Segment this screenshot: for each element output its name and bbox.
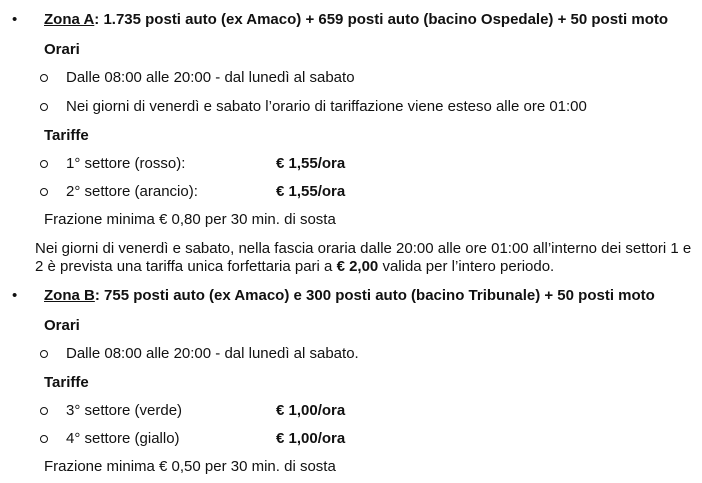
zona-b-orari-heading: Orari (44, 317, 80, 334)
zona-b-name: Zona B (44, 287, 95, 304)
zona-a-heading (44, 11, 668, 29)
zona-b-tariffe-heading: Tariffe (44, 374, 89, 391)
sub-bullet-circle (40, 103, 48, 111)
zona-b-tariffa-price-1: € 1,00/ora (276, 402, 346, 419)
zona-a-orari-heading: Orari (44, 41, 80, 58)
zona-a-frazione: Frazione minima € 0,80 per 30 min. di sosta (44, 211, 336, 228)
zona-a-note-price: € 2,00 (336, 258, 379, 275)
zona-b-description: : 755 posti auto (ex Amaco) e 300 posti auto (bacino Tribunale) + 50 posti moto (94, 287, 655, 304)
zona-a-note (35, 240, 697, 276)
zona-a-name: Zona A (44, 11, 95, 28)
zona-a-tariffa-price-2: € 1,55/ora (276, 183, 346, 200)
zona-b-heading (44, 287, 655, 305)
zona-a-tariffe-heading: Tariffe (44, 127, 89, 144)
bullet-zona-a: • (12, 11, 18, 28)
zona-b-tariffa-label-2: 4° settore (giallo) (66, 430, 180, 447)
sub-bullet-circle (40, 350, 48, 358)
zona-a-orari-item-2: Nei giorni di venerdì e sabato l’orario di tariffazione viene esteso alle ore 01:00 (66, 98, 587, 115)
sub-bullet-circle (40, 160, 48, 168)
zona-a-tariffa-label-1: 1° settore (rosso): (66, 155, 186, 172)
zona-a-note-text-end: valida per l’intero periodo. (378, 258, 555, 275)
zona-a-tariffa-price-1: € 1,55/ora (276, 155, 346, 172)
zona-b-tariffa-price-2: € 1,00/ora (276, 430, 346, 447)
sub-bullet-circle (40, 74, 48, 82)
zona-b-frazione: Frazione minima € 0,50 per 30 min. di sosta (44, 458, 336, 475)
bullet-zona-b: • (12, 287, 18, 304)
sub-bullet-circle (40, 407, 48, 415)
sub-bullet-circle (40, 188, 48, 196)
sub-bullet-circle (40, 435, 48, 443)
zona-a-note-text: Nei giorni di venerdì e sabato, nella fascia oraria dalle 20:00 alle ore 01:00 all’interno dei settori 1 e 2 è prevista una tariffa unica forfettaria pari a (35, 240, 692, 275)
zona-b-tariffa-label-1: 3° settore (verde) (66, 402, 183, 419)
zona-a-orari-item-1: Dalle 08:00 alle 20:00 - dal lunedì al sabato (66, 69, 355, 86)
zona-b-orari-item-1: Dalle 08:00 alle 20:00 - dal lunedì al sabato. (66, 345, 359, 362)
zona-a-tariffa-label-2: 2° settore (arancio): (66, 183, 198, 200)
zona-a-description: : 1.735 posti auto (ex Amaco) + 659 posti auto (bacino Ospedale) + 50 posti moto (94, 11, 669, 28)
